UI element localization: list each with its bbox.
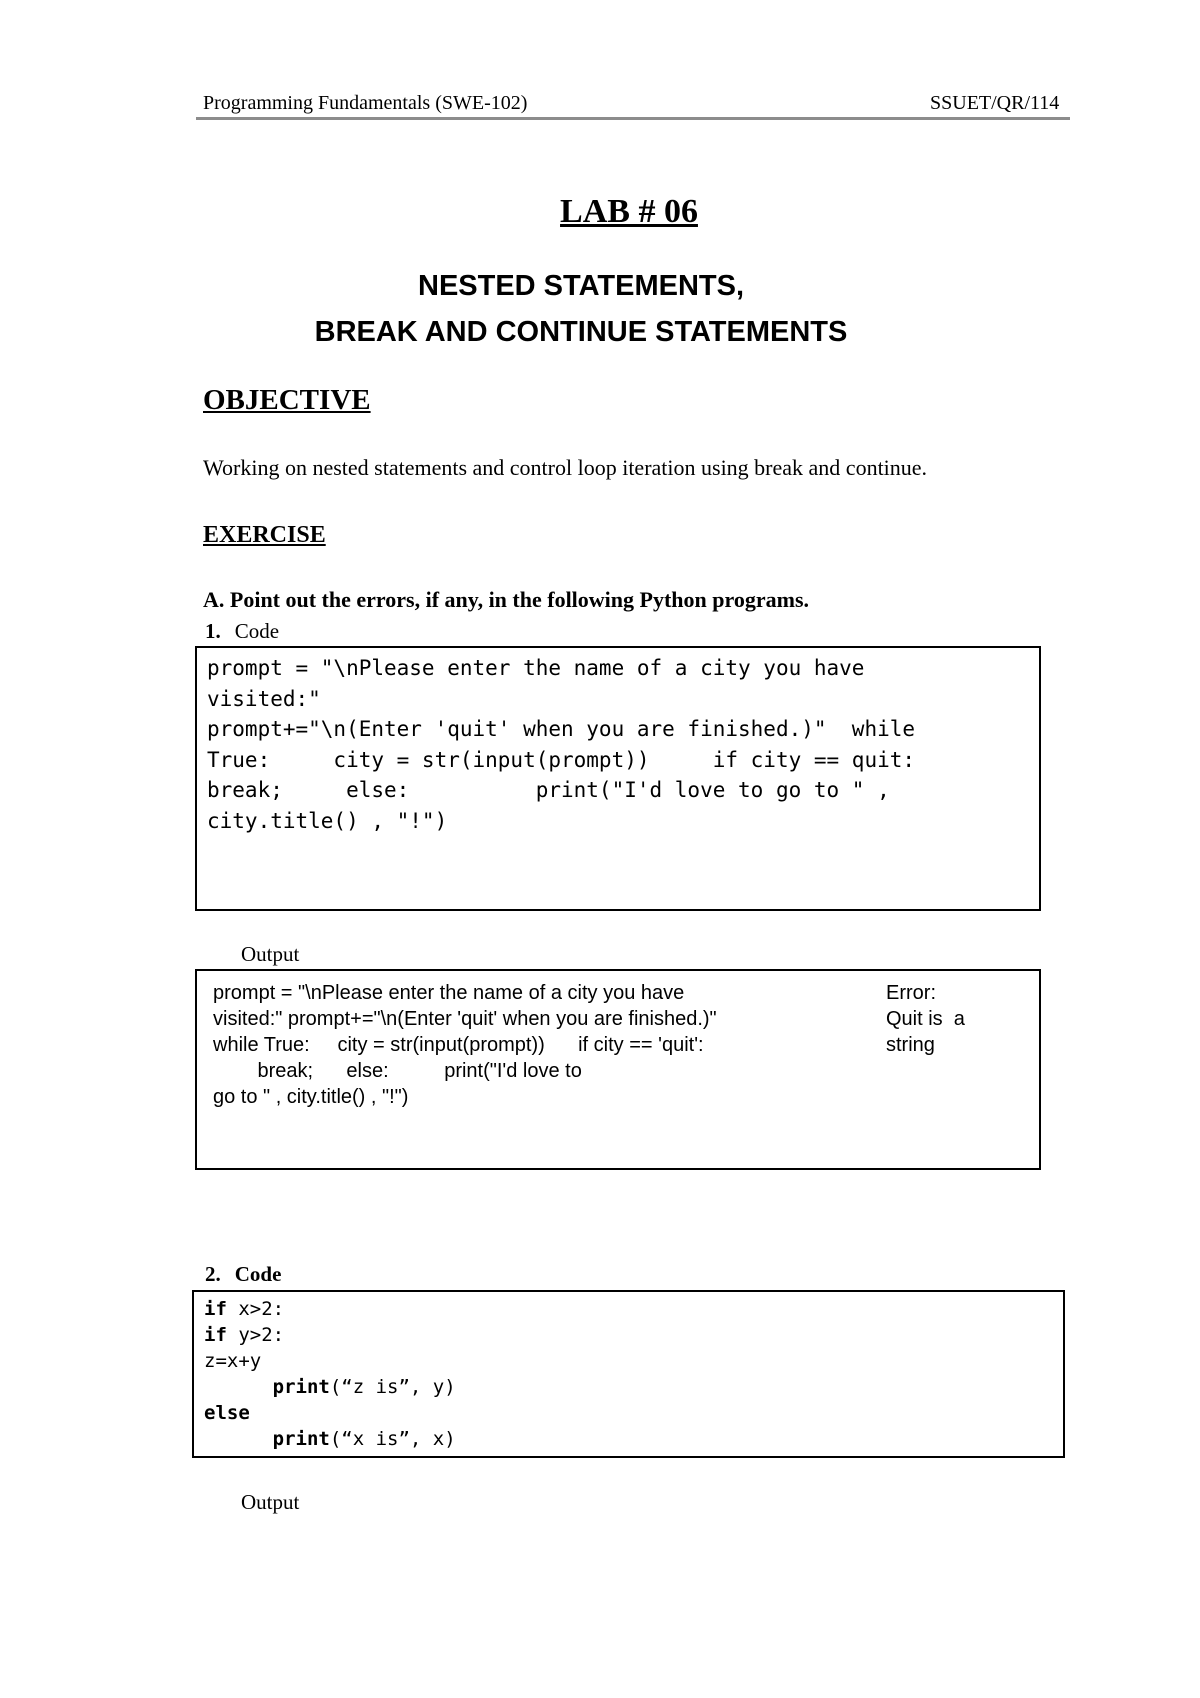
question-2-label	[205, 1262, 281, 1287]
error-line: Error:	[886, 982, 936, 1004]
code-line: print(“z is”, y)	[204, 1376, 456, 1398]
header-course: Programming Fundamentals (SWE-102)	[203, 92, 528, 114]
output-line: go to " , city.title() , "!")	[213, 1086, 409, 1108]
question-1-code-label: Code	[234, 619, 280, 643]
header-doc-code: SSUET/QR/114	[930, 92, 1060, 114]
error-line: string	[886, 1034, 935, 1056]
question-1-output-label: Output	[241, 942, 300, 966]
output-line: break; else: print("I'd love to	[213, 1060, 582, 1082]
code-line: prompt = "\nPlease enter the name of a city you have	[207, 656, 865, 680]
question-1-output	[213, 980, 717, 1110]
code-line: prompt+="\n(Enter 'quit' when you are finished.)" while	[207, 717, 916, 741]
lab-title: LAB # 06	[560, 193, 698, 230]
code-line: break; else: print("I'd love to go to " ,	[207, 778, 890, 802]
question-2-number: 2.	[205, 1262, 221, 1286]
output-line: prompt = "\nPlease enter the name of a city you have	[213, 982, 685, 1004]
section-a-instruction: A. Point out the errors, if any, in the following Python programs.	[203, 587, 810, 612]
output-line: visited:" prompt+="\n(Enter 'quit' when you are finished.)"	[213, 1008, 717, 1030]
question-1-number: 1.	[205, 619, 221, 643]
question-1-error-note	[886, 980, 965, 1058]
code-line: True: city = str(input(prompt)) if city == quit:	[207, 747, 916, 772]
code-line: else	[204, 1402, 250, 1424]
error-line: Quit is a	[886, 1008, 965, 1030]
objective-heading: OBJECTIVE	[203, 384, 371, 416]
question-2-code	[204, 1296, 456, 1452]
code-line: visited:"	[207, 686, 321, 711]
question-2-code-label: Code	[234, 1262, 282, 1286]
code-line: city.title() , "!")	[207, 808, 448, 833]
subtitle-line-2: BREAK AND CONTINUE STATEMENTS	[314, 316, 848, 348]
code-line: if x>2:	[204, 1298, 285, 1320]
output-line: while True: city = str(input(prompt)) if city == 'quit':	[213, 1034, 704, 1056]
subtitle-line-1: NESTED STATEMENTS,	[418, 270, 744, 302]
code-line: print(“x is”, x)	[204, 1428, 456, 1450]
header-divider	[196, 117, 1070, 120]
question-1-code	[207, 653, 915, 836]
code-line: z=x+y	[204, 1350, 262, 1372]
question-1-label	[205, 619, 279, 644]
code-line: if y>2:	[204, 1324, 285, 1346]
exercise-heading: EXERCISE	[203, 522, 326, 548]
question-2-output-label: Output	[241, 1490, 300, 1514]
objective-text: Working on nested statements and control loop iteration using break and continue.	[203, 455, 928, 480]
